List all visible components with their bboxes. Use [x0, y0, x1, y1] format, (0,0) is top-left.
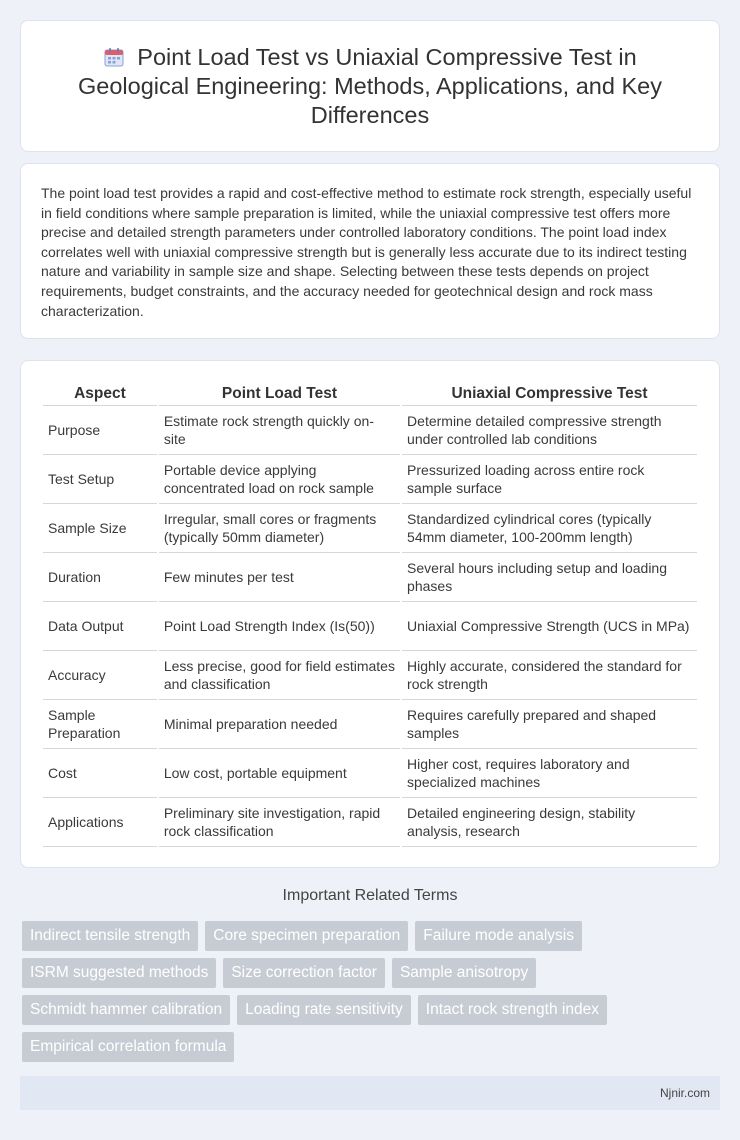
- table-row: [43, 749, 697, 798]
- table-row: [43, 406, 697, 455]
- table-cell-point-load: Less precise, good for field estimates and classification: [159, 651, 400, 700]
- table-row: [43, 798, 697, 847]
- table-cell-point-load: Point Load Strength Index (Is(50)): [159, 602, 400, 651]
- page-title-text: Point Load Test vs Uniaxial Compressive Test in Geological Engineering: Methods, Applications, and Key Differences: [78, 44, 662, 128]
- page-title: [51, 43, 689, 130]
- table-cell-uniaxial: Pressurized loading across entire rock sample surface: [402, 455, 697, 504]
- table-cell-uniaxial: Uniaxial Compressive Strength (UCS in MPa): [402, 602, 697, 651]
- table-row: [43, 455, 697, 504]
- table-cell-point-load: Few minutes per test: [159, 553, 400, 602]
- related-terms-list: [22, 921, 722, 1069]
- related-term-tag[interactable]: Intact rock strength index: [418, 995, 607, 1025]
- related-term-tag[interactable]: Core specimen preparation: [205, 921, 408, 951]
- table-cell-aspect: Accuracy: [43, 651, 157, 700]
- table-row: [43, 700, 697, 749]
- table-cell-aspect: Applications: [43, 798, 157, 847]
- related-term-tag[interactable]: Schmidt hammer calibration: [22, 995, 230, 1025]
- calendar-icon: [103, 46, 125, 68]
- table-cell-point-load: Minimal preparation needed: [159, 700, 400, 749]
- table-cell-point-load: Preliminary site investigation, rapid rock classification: [159, 798, 400, 847]
- header-uniaxial-compressive-test: Uniaxial Compressive Test: [402, 379, 697, 406]
- table-cell-aspect: Sample Size: [43, 504, 157, 553]
- related-term-tag[interactable]: ISRM suggested methods: [22, 958, 216, 988]
- table-cell-point-load: Estimate rock strength quickly on-site: [159, 406, 400, 455]
- comparison-table: [41, 379, 699, 847]
- intro-card: [20, 163, 720, 339]
- header-aspect: Aspect: [43, 379, 157, 406]
- comparison-table-card: [20, 360, 720, 868]
- table-row: [43, 651, 697, 700]
- related-term-tag[interactable]: Indirect tensile strength: [22, 921, 198, 951]
- table-cell-aspect: Data Output: [43, 602, 157, 651]
- intro-paragraph: The point load test provides a rapid and cost-effective method to estimate rock strength, especially useful in field conditions where sample preparation is limited, while the uniaxial compressive test offers more precise and detailed strength parameters under controlled laboratory conditions. The point load index correlates well with uniaxial compressive strength but is generally less accurate due to its indirect testing nature and variability in sample size and shape. Selecting between these tests depends on project requirements, budget constraints, and the accuracy needed for geotechnical design and rock mass characterization.: [41, 185, 692, 319]
- related-term-tag[interactable]: Size correction factor: [223, 958, 385, 988]
- header-point-load-test: Point Load Test: [159, 379, 400, 406]
- title-card: [20, 20, 720, 152]
- table-cell-aspect: Duration: [43, 553, 157, 602]
- table-row: [43, 504, 697, 553]
- related-term-tag[interactable]: Failure mode analysis: [415, 921, 582, 951]
- table-cell-uniaxial: Several hours including setup and loading phases: [402, 553, 697, 602]
- footer: [20, 1076, 720, 1110]
- table-cell-aspect: Test Setup: [43, 455, 157, 504]
- table-cell-point-load: Low cost, portable equipment: [159, 749, 400, 798]
- table-cell-aspect: Sample Preparation: [43, 700, 157, 749]
- table-cell-aspect: Cost: [43, 749, 157, 798]
- table-row: [43, 553, 697, 602]
- table-cell-uniaxial: Determine detailed compressive strength under controlled lab conditions: [402, 406, 697, 455]
- related-term-tag[interactable]: Sample anisotropy: [392, 958, 536, 988]
- table-cell-uniaxial: Highly accurate, considered the standard for rock strength: [402, 651, 697, 700]
- table-cell-aspect: Purpose: [43, 406, 157, 455]
- table-cell-uniaxial: Requires carefully prepared and shaped samples: [402, 700, 697, 749]
- table-row: [43, 602, 697, 651]
- table-cell-point-load: Irregular, small cores or fragments (typically 50mm diameter): [159, 504, 400, 553]
- table-cell-uniaxial: Standardized cylindrical cores (typically 54mm diameter, 100-200mm length): [402, 504, 697, 553]
- related-term-tag[interactable]: Empirical correlation formula: [22, 1032, 234, 1062]
- table-header-row: [43, 379, 697, 406]
- related-terms-title: Important Related Terms: [282, 887, 458, 904]
- footer-site-link[interactable]: Njnir.com: [659, 1086, 710, 1100]
- table-cell-uniaxial: Higher cost, requires laboratory and specialized machines: [402, 749, 697, 798]
- table-cell-point-load: Portable device applying concentrated load on rock sample: [159, 455, 400, 504]
- related-term-tag[interactable]: Loading rate sensitivity: [237, 995, 411, 1025]
- table-cell-uniaxial: Detailed engineering design, stability analysis, research: [402, 798, 697, 847]
